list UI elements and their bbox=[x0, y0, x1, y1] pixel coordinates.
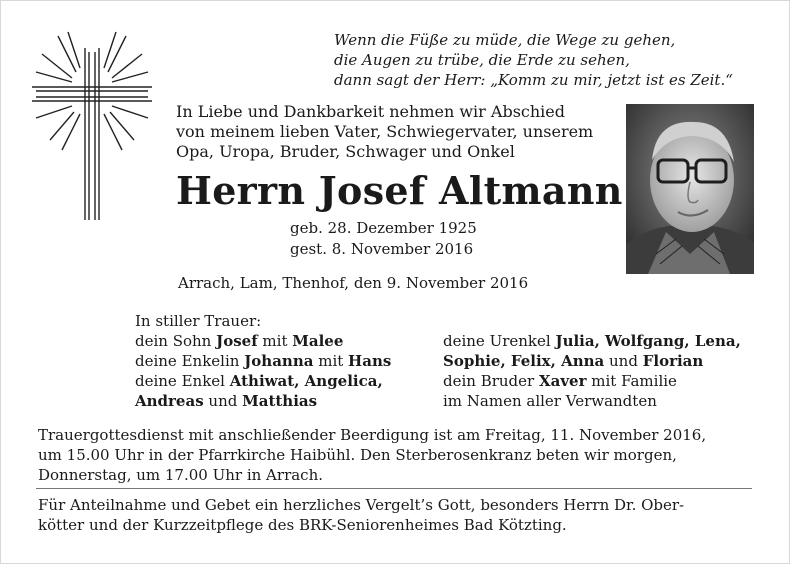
mourner-line bbox=[443, 371, 741, 391]
service-line: Trauergottesdienst mit anschließender Beerdigung ist am Freitag, 11. November 2016, bbox=[38, 426, 707, 444]
mourner-line bbox=[135, 331, 391, 351]
mourners-left bbox=[135, 311, 391, 411]
intro-line: Opa, Uropa, Bruder, Schwager und Onkel bbox=[176, 142, 515, 161]
name: Xaver bbox=[538, 372, 587, 390]
text: mit Familie bbox=[586, 372, 677, 390]
name: Florian bbox=[642, 352, 704, 370]
mourner-line bbox=[135, 371, 391, 391]
name: Malee bbox=[292, 332, 344, 350]
name: Josef bbox=[216, 332, 258, 350]
birth-date: geb. 28. Dezember 1925 bbox=[290, 219, 477, 237]
name: Johanna bbox=[244, 352, 314, 370]
text: dein Sohn bbox=[135, 332, 217, 350]
mourner-line bbox=[443, 331, 741, 351]
mourner-line: im Namen aller Verwandten bbox=[443, 392, 657, 410]
thanks-line: Für Anteilnahme und Gebet ein herzliches Vergelt’s Gott, besonders Herrn Dr. Ober- bbox=[38, 496, 685, 514]
text: deine Enkel bbox=[135, 372, 230, 390]
name: Matthias bbox=[242, 392, 318, 410]
mourners-heading: In stiller Trauer: bbox=[135, 312, 262, 330]
poem-line: Wenn die Füße zu müde, die Wege zu gehen, bbox=[334, 31, 676, 49]
text: und bbox=[604, 352, 643, 370]
name: Andreas bbox=[135, 392, 204, 410]
place-date: Arrach, Lam, Thenhof, den 9. November 2016 bbox=[178, 274, 529, 292]
portrait-photo bbox=[626, 104, 754, 274]
text: und bbox=[203, 392, 243, 410]
text: deine Urenkel bbox=[443, 332, 556, 350]
name: Athiwat, Angelica, bbox=[229, 372, 383, 390]
life-dates bbox=[290, 218, 477, 260]
radiant-cross-icon bbox=[28, 28, 156, 220]
text: deine Enkelin bbox=[135, 352, 245, 370]
mourner-line bbox=[443, 351, 741, 371]
text: dein Bruder bbox=[443, 372, 539, 390]
poem-line: dann sagt der Herr: „Komm zu mir, jetzt ist es Zeit.“ bbox=[334, 71, 733, 89]
divider bbox=[36, 488, 752, 489]
name: Sophie, Felix, Anna bbox=[443, 352, 605, 370]
intro-line: In Liebe und Dankbarkeit nehmen wir Abschied bbox=[176, 102, 566, 121]
mourner-line bbox=[135, 391, 391, 411]
mourner-line bbox=[135, 351, 391, 371]
funeral-service-text bbox=[38, 425, 758, 485]
deceased-name: Herrn Josef Altmann bbox=[176, 168, 623, 213]
intro-text bbox=[176, 102, 593, 162]
text: mit bbox=[313, 352, 349, 370]
poem-line: die Augen zu trübe, die Erde zu sehen, bbox=[334, 51, 630, 69]
service-line: um 15.00 Uhr in der Pfarrkirche Haibühl. Den Sterberosenkranz beten wir morgen, bbox=[38, 446, 677, 464]
mourners-right bbox=[443, 331, 741, 411]
service-line: Donnerstag, um 17.00 Uhr in Arrach. bbox=[38, 466, 324, 484]
text: mit bbox=[257, 332, 293, 350]
thanks-text bbox=[38, 495, 684, 535]
name: Julia, Wolfgang, Lena, bbox=[555, 332, 741, 350]
intro-line: von meinem lieben Vater, Schwiegervater, unserem bbox=[176, 122, 594, 141]
death-date: gest. 8. November 2016 bbox=[290, 240, 474, 258]
thanks-line: kötter und der Kurzzeitpflege des BRK-Seniorenheimes Bad Kötzting. bbox=[38, 516, 567, 534]
name: Hans bbox=[348, 352, 392, 370]
poem bbox=[334, 30, 733, 90]
